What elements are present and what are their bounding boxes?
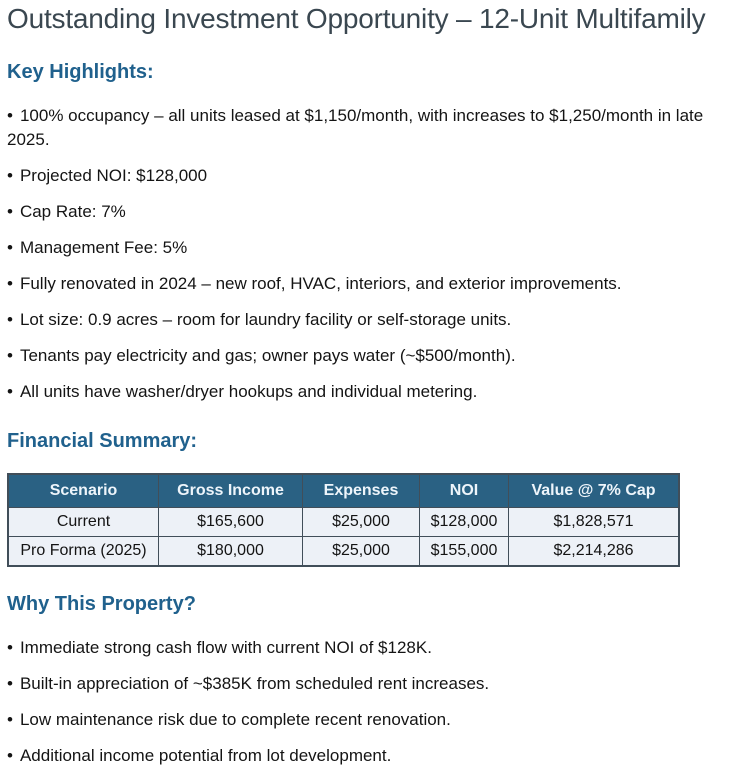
table-cell: Current — [8, 508, 159, 537]
bullet-marker: • — [7, 274, 13, 294]
bullet-marker: • — [7, 310, 13, 330]
bullet-item — [7, 104, 742, 152]
financial-summary-table — [7, 473, 680, 567]
bullet-marker: • — [7, 710, 13, 730]
bullet-text: Tenants pay electricity and gas; owner pays water (~$500/month). — [19, 346, 516, 366]
table-header-cell-expenses: Expenses — [303, 474, 420, 508]
table-row-pro-forma — [8, 537, 679, 567]
table-header-cell-value-cap: Value @ 7% Cap — [509, 474, 680, 508]
bullet-text: Low maintenance risk due to complete recent renovation. — [19, 710, 451, 730]
bullet-marker: • — [7, 238, 13, 258]
bullet-marker: • — [7, 674, 13, 694]
bullet-marker: • — [7, 166, 13, 186]
bullet-text: Projected NOI: $128,000 — [19, 166, 208, 186]
table-row-current — [8, 508, 679, 537]
bullet-item — [7, 744, 742, 768]
bullet-item — [7, 236, 742, 260]
bullet-item — [7, 272, 742, 296]
table-cell: $155,000 — [420, 537, 509, 567]
page-title: Outstanding Investment Opportunity – 12-Unit Multifamily — [7, 3, 706, 34]
table-cell: $25,000 — [303, 537, 420, 567]
bullet-marker: • — [7, 346, 13, 366]
table-cell: $180,000 — [159, 537, 303, 567]
table-cell: $165,600 — [159, 508, 303, 537]
bullet-item — [7, 164, 742, 188]
section-heading-why-this-property: Why This Property? — [7, 593, 196, 616]
table-cell: $128,000 — [420, 508, 509, 537]
bullet-text: Built-in appreciation of ~$385K from scheduled rent increases. — [19, 674, 490, 694]
bullet-item — [7, 200, 742, 224]
bullet-marker: • — [7, 638, 13, 658]
table-cell: $1,828,571 — [509, 508, 680, 537]
bullet-text: Cap Rate: 7% — [19, 202, 126, 222]
bullet-item — [7, 708, 742, 732]
bullet-marker: • — [7, 202, 13, 222]
bullet-text: All units have washer/dryer hookups and individual metering. — [19, 382, 478, 402]
section-heading-financial-summary: Financial Summary: — [7, 430, 198, 453]
table-cell: $25,000 — [303, 508, 420, 537]
bullet-marker: • — [7, 382, 13, 402]
section-heading-key-highlights: Key Highlights: — [7, 61, 154, 84]
table-header-cell-scenario: Scenario — [8, 474, 159, 508]
bullet-text: Lot size: 0.9 acres – room for laundry facility or self-storage units. — [19, 310, 512, 330]
bullet-marker: • — [7, 746, 13, 766]
bullet-text: Management Fee: 5% — [19, 238, 188, 258]
table-header-cell-gross-income: Gross Income — [159, 474, 303, 508]
bullet-item — [7, 672, 742, 696]
bullet-text: Fully renovated in 2024 – new roof, HVAC, interiors, and exterior improvements. — [19, 274, 622, 294]
bullet-item — [7, 636, 742, 660]
bullet-marker: • — [7, 106, 13, 126]
bullet-text: Immediate strong cash flow with current NOI of $128K. — [19, 638, 432, 658]
table-cell: $2,214,286 — [509, 537, 680, 567]
bullet-item — [7, 380, 742, 404]
bullet-text: 100% occupancy – all units leased at $1,150/month, with increases to $1,250/month in late 2025. — [7, 106, 704, 150]
bullet-item — [7, 344, 742, 368]
bullet-text: Additional income potential from lot development. — [19, 746, 392, 766]
table-cell: Pro Forma (2025) — [8, 537, 159, 567]
bullet-item — [7, 308, 742, 332]
table-header-row — [8, 474, 679, 508]
table-header-cell-noi: NOI — [420, 474, 509, 508]
